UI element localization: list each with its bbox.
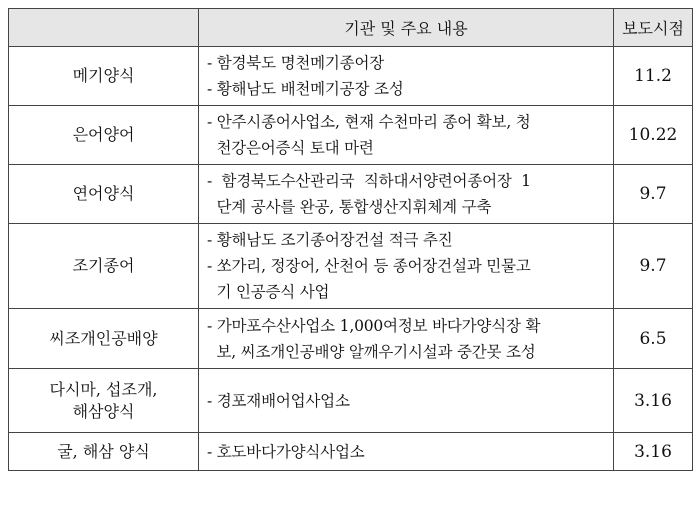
table-row — [9, 369, 693, 433]
content-line: - 경포재배어업사업소 — [207, 391, 350, 410]
category-line: 다시마, 섭조개, — [49, 379, 158, 399]
content-line: - 쏘가리, 정장어, 산천어 등 종어장건설과 민물고 — [207, 257, 531, 275]
content-cell — [199, 165, 614, 224]
category-cell: 씨조개인공배양 — [9, 309, 199, 369]
content-cell — [199, 309, 614, 369]
content-line: - 호도바다가양식사업소 — [207, 442, 365, 461]
table-row — [9, 433, 693, 471]
date-cell: 3.16 — [614, 433, 693, 471]
category-cell: 은어양어 — [9, 106, 199, 165]
category-cell — [9, 369, 199, 433]
content-line: 기 인공증식 사업 — [207, 283, 330, 301]
content-line: - 안주시종어사업소, 현재 수천마리 종어 확보, 청 — [207, 113, 531, 131]
header-row — [9, 9, 693, 47]
date-cell: 9.7 — [614, 165, 693, 224]
table-row — [9, 309, 693, 369]
date-cell: 10.22 — [614, 106, 693, 165]
info-table — [8, 8, 693, 471]
date-cell: 3.16 — [614, 369, 693, 433]
content-line: - 함경북도수산관리국 직하대서양련어종어장 1 — [207, 172, 531, 190]
table-row — [9, 47, 693, 106]
header-category — [9, 9, 199, 47]
header-content: 기관 및 주요 내용 — [199, 9, 614, 47]
header-date: 보도시점 — [614, 9, 693, 47]
content-cell — [199, 106, 614, 165]
content-cell — [199, 47, 614, 106]
content-line: 단계 공사를 완공, 통합생산지휘체계 구축 — [207, 198, 492, 216]
date-cell: 11.2 — [614, 47, 693, 106]
content-line: - 가마포수산사업소 1,000여정보 바다가양식장 확 — [207, 316, 541, 335]
content-line: - 황해남도 배천메기공장 조성 — [207, 80, 404, 98]
date-cell: 6.5 — [614, 309, 693, 369]
content-line: - 황해남도 조기종어장건설 적극 추진 — [207, 231, 453, 249]
table-row — [9, 106, 693, 165]
category-line: 해삼양식 — [72, 401, 135, 421]
content-line: - 함경북도 명천메기종어장 — [207, 54, 384, 72]
content-cell — [199, 224, 614, 309]
category-cell: 조기종어 — [9, 224, 199, 309]
table-row — [9, 224, 693, 309]
content-cell — [199, 369, 614, 433]
category-cell: 메기양식 — [9, 47, 199, 106]
category-cell: 굴, 해삼 양식 — [9, 433, 199, 471]
date-cell: 9.7 — [614, 224, 693, 309]
content-line: 보, 씨조개인공배양 알깨우기시설과 중간못 조성 — [207, 342, 536, 361]
content-cell — [199, 433, 614, 471]
category-cell: 연어양식 — [9, 165, 199, 224]
content-line: 천강은어증식 토대 마련 — [207, 139, 374, 157]
table-row — [9, 165, 693, 224]
